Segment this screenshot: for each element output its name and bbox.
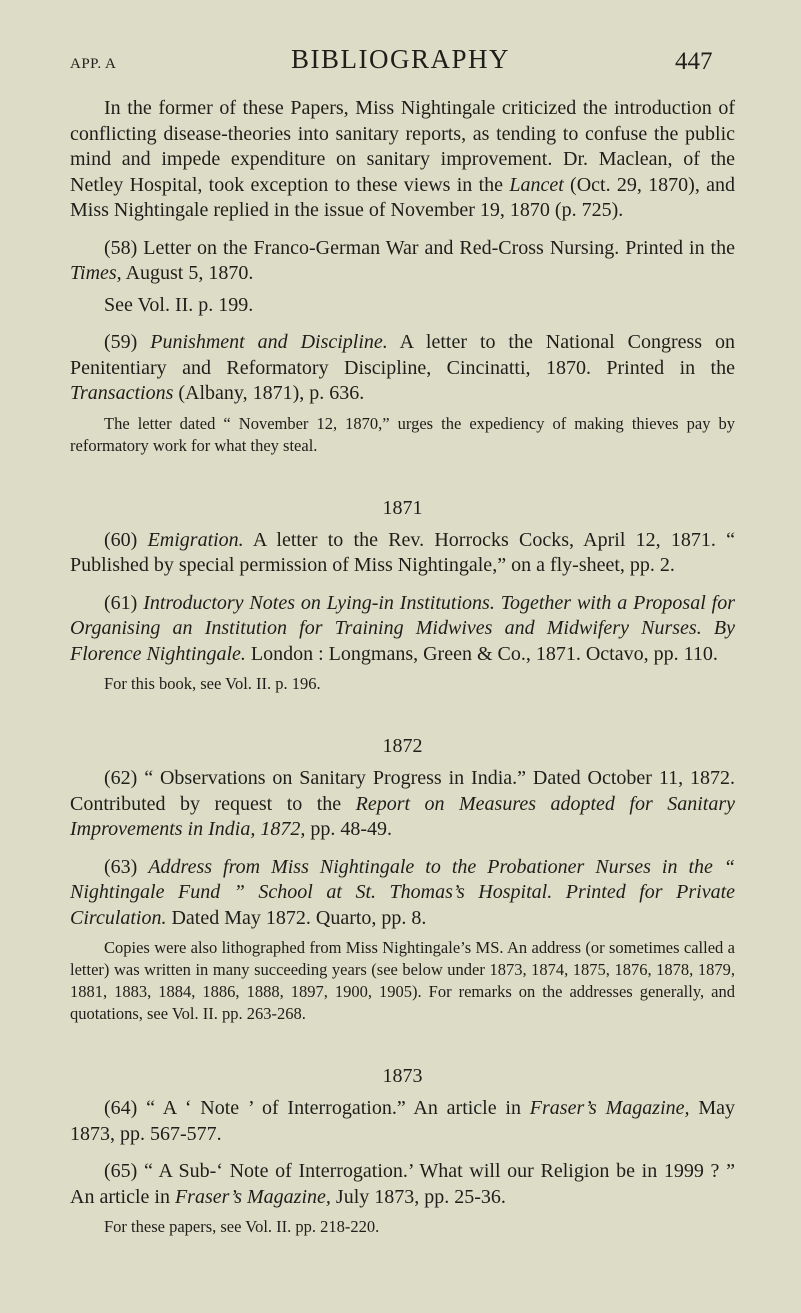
year-heading-1871: 1871 [382, 496, 423, 519]
entry-59-note: The letter dated “ November 12, 1870,” urges the expediency of making thieves pay by reformatory work for what they steal. [70, 413, 735, 455]
running-header [0, 44, 801, 84]
page-title: BIBLIOGRAPHY [290, 44, 510, 74]
entry-60: (60) Emigration. A letter to the Rev. Horrocks Cocks, April 12, 1871. “ Published by special permission of Miss Nightingale,” on a fly-sheet, pp. 2. [70, 528, 735, 576]
appendix-label: APP. A [70, 56, 117, 72]
page-body [70, 96, 735, 1238]
entry-61: (61) Introductory Notes on Lying-in Institutions. Together with a Proposal for Organising an Institution for Training Midwives and Midwifery Nurses. By Florence Nightingale. London : Longmans, Green & Co., 1871. Octavo, pp. 110. [70, 591, 735, 665]
entry-63-note: Copies were also lithographed from Miss Nightingale’s MS. An address (or sometimes called a letter) was written in many succeeding years (see below under 1873, 1874, 1875, 1876, 1878, 1879, 1881, 1883, 1884, 1886, 1888, 1897, 1900, 1905). For remarks on the addresses generally, and quotations, see Vol. II. pp. 263-268. [70, 938, 735, 1023]
entry-62: (62) “ Observations on Sanitary Progress in India.” Dated October 11, 1872. Contributed by request to the Report on Measures adopted for Sanitary Improvements in India, 1872, pp. 48-49. [70, 767, 735, 840]
entry-65: (65) “ A Sub-‘ Note of Interrogation.’ What will our Religion be in 1999 ? ” An article in Fraser’s Magazine, July 1873, pp. 25-36. [70, 1160, 735, 1208]
page-number: 447 [675, 48, 713, 75]
entry-65-note: For these papers, see Vol. II. pp. 218-220. [104, 1217, 380, 1236]
entry-58: (58) Letter on the Franco-German War and Red-Cross Nursing. Printed in the Times, August 5, 1870. [70, 236, 735, 284]
intro-paragraph: In the former of these Papers, Miss Nightingale criticized the introduction of conflicting disease-theories into sanitary reports, as tending to confuse the public mind and impede expenditure on sanitary improvement. Dr. Maclean, of the Netley Hospital, took exception to these views in the Lancet (Oct. 29, 1870), and Miss Nightingale replied in the issue of November 19, 1870 (p. 725). [70, 97, 736, 221]
entry-63: (63) Address from Miss Nightingale to the Probationer Nurses in the “ Nightingale Fund ” School at St. Thomas’s Hospital. Printed for Private Circulation. Dated May 1872. Quarto, pp. 8. [70, 855, 735, 929]
year-heading-1872: 1872 [382, 735, 423, 757]
entry-59: (59) Punishment and Discipline. A letter to the National Congress on Penitentiary and Reformatory Discipline, Cincinatti, 1870. Printed in the Transactions (Albany, 1871), p. 636. [70, 331, 736, 404]
entry-64: (64) “ A ‘ Note ’ of Interrogation.” An article in Fraser’s Magazine, May 1873, pp. 567-577. [70, 1097, 735, 1145]
entry-58-note: See Vol. II. p. 199. [104, 293, 254, 316]
year-heading-1873: 1873 [382, 1065, 423, 1087]
entry-61-note: For this book, see Vol. II. p. 196. [104, 674, 321, 693]
